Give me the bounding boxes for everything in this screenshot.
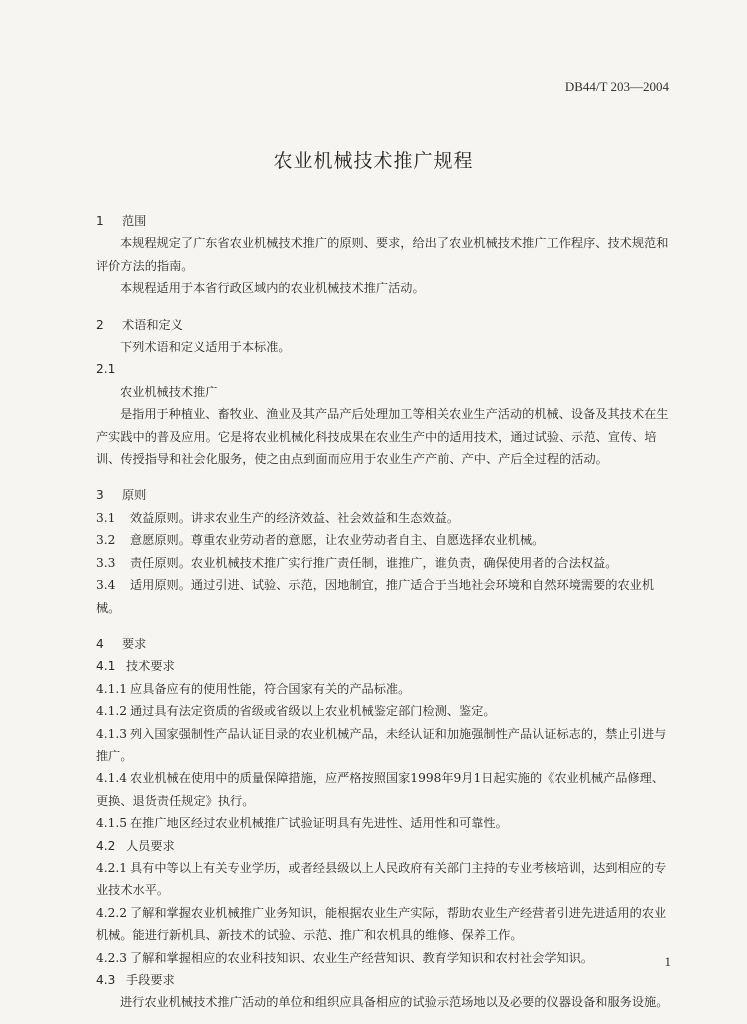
clause-number: 3.4 — [96, 578, 116, 593]
clause-number: 4.2.2 — [96, 905, 128, 920]
clause-text: 适用原则。通过引进、试验、示范，因地制宜，推广适合于当地社会环境和自然环境需要的农业机械。 — [96, 578, 655, 615]
section-title: 要求 — [122, 636, 147, 651]
clause-text: 效益原则。讲求农业生产的经济效益、社会效益和生态效益。 — [130, 510, 460, 525]
subsection-4-2-heading — [96, 835, 674, 857]
clause-text: 了解和掌握相应的农业科技知识、农业生产经营知识、教育学知识和农村社会学知识。 — [130, 950, 594, 965]
subsection-number: 4.2 — [96, 838, 116, 853]
page-number: 1 — [664, 954, 671, 969]
document-body — [96, 204, 674, 1014]
clause-item — [96, 857, 674, 902]
clause-item — [96, 700, 674, 722]
subsection-title: 技术要求 — [126, 659, 175, 674]
section-title: 术语和定义 — [122, 317, 183, 332]
section-number: 1 — [96, 214, 104, 228]
paragraph: 下列术语和定义适用于本标准。 — [120, 340, 291, 355]
clause-number: 4.2.3 — [96, 950, 128, 965]
clause-text: 在推广地区经过农业机械推广试验证明具有先进性、适用性和可靠性。 — [130, 816, 508, 831]
clause-item — [96, 574, 674, 619]
paragraph: 本规程适用于本省行政区域内的农业机械技术推广活动。 — [120, 281, 425, 296]
subsection-title: 人员要求 — [126, 838, 175, 853]
clause-text: 了解和掌握农业机械推广业务知识，能根据农业生产实际，帮助农业生产经营者引进先进适用的农业机械。能进行新机具、新技术的试验、示范、推广和农机具的维修、保养工作。 — [96, 905, 667, 943]
clause-item — [96, 947, 674, 969]
subsection-4-1-heading — [96, 655, 674, 677]
section-title: 原则 — [122, 488, 147, 503]
clause-text: 责任原则。农业机械技术推广实行推广责任制，谁推广，谁负责，确保使用者的合法权益。 — [130, 555, 618, 570]
clause-text: 应具备应有的使用性能，符合国家有关的产品标准。 — [130, 681, 411, 696]
clause-number: 4.2.1 — [96, 860, 128, 875]
section-1-heading — [96, 210, 674, 232]
clause-number: 3.3 — [96, 555, 116, 570]
document-title: 农业机械技术推广规程 — [273, 150, 474, 172]
clause-item — [96, 812, 674, 834]
term-name: 农业机械技术推广 — [120, 384, 218, 399]
paragraph: 本规程规定了广东省农业机械技术推广的原则、要求，给出了农业机械技术推广工作程序、技术规范和评价方法的指南。 — [96, 236, 669, 273]
clause-item — [96, 723, 674, 768]
clause-item — [96, 529, 674, 551]
subsection-4-3-heading — [96, 969, 674, 991]
clause-item — [96, 767, 674, 812]
clause-item — [96, 552, 674, 574]
paragraph: 进行农业机械技术推广活动的单位和组织应具备相应的试验示范场地以及必要的仪器设备和服务设施。 — [120, 995, 669, 1010]
subsection-title: 手段要求 — [126, 973, 175, 987]
clause-number: 3.2 — [96, 533, 116, 548]
clause-text: 意愿原则。尊重农业劳动者的意愿，让农业劳动者自主、自愿选择农业机械。 — [130, 533, 545, 548]
section-number: 4 — [96, 636, 104, 651]
clause-text: 列入国家强制性产品认证目录的农业机械产品，未经认证和加施强制性产品认证标志的，禁止引进与推广。 — [96, 726, 667, 763]
clause-number: 4.1.4 — [96, 771, 128, 786]
term-definition: 是指用于种植业、畜牧业、渔业及其产品产后处理加工等相关农业生产活动的机械、设备及其技术在生产实践中的普及应用。它是将农业机械化科技成果在农业生产中的适用技术，通过试验、示范、宣传、培训、传授指导和社会化服务，使之由点到面而应用于农业生产产前、产中、产后全过程的活动。 — [96, 407, 669, 467]
clause-item — [96, 507, 674, 529]
clause-text: 具有中等以上有关专业学历，或者经县级以上人民政府有关部门主持的专业考核培训，达到相应的专业技术水平。 — [96, 860, 667, 898]
clause-number: 4.1.5 — [96, 816, 128, 831]
section-2-heading — [96, 314, 674, 336]
clause-number: 3.1 — [96, 510, 116, 525]
clause-text: 农业机械在使用中的质量保障措施，应严格按照国家1998年9月1日起实施的《农业机械产品修理、更换、退货责任规定》执行。 — [96, 771, 665, 808]
section-title: 范围 — [122, 214, 147, 228]
subsection-number: 4.1 — [96, 659, 116, 674]
clause-item — [96, 902, 674, 947]
clause-text: 通过具有法定资质的省级或省级以上农业机械鉴定部门检测、鉴定。 — [130, 704, 496, 719]
clause-item — [96, 678, 674, 700]
section-3-heading — [96, 484, 674, 506]
clause-number: 4.1.3 — [96, 726, 128, 741]
clause-number: 4.1.2 — [96, 704, 128, 719]
section-number: 2 — [96, 317, 104, 332]
section-4-heading — [96, 633, 674, 655]
standard-number: DB44/T 203—2004 — [564, 79, 669, 94]
subsection-number: 4.3 — [96, 973, 116, 987]
section-number: 3 — [96, 488, 104, 503]
clause-number: 4.1.1 — [96, 681, 128, 696]
clause-number: 2.1 — [96, 362, 116, 377]
